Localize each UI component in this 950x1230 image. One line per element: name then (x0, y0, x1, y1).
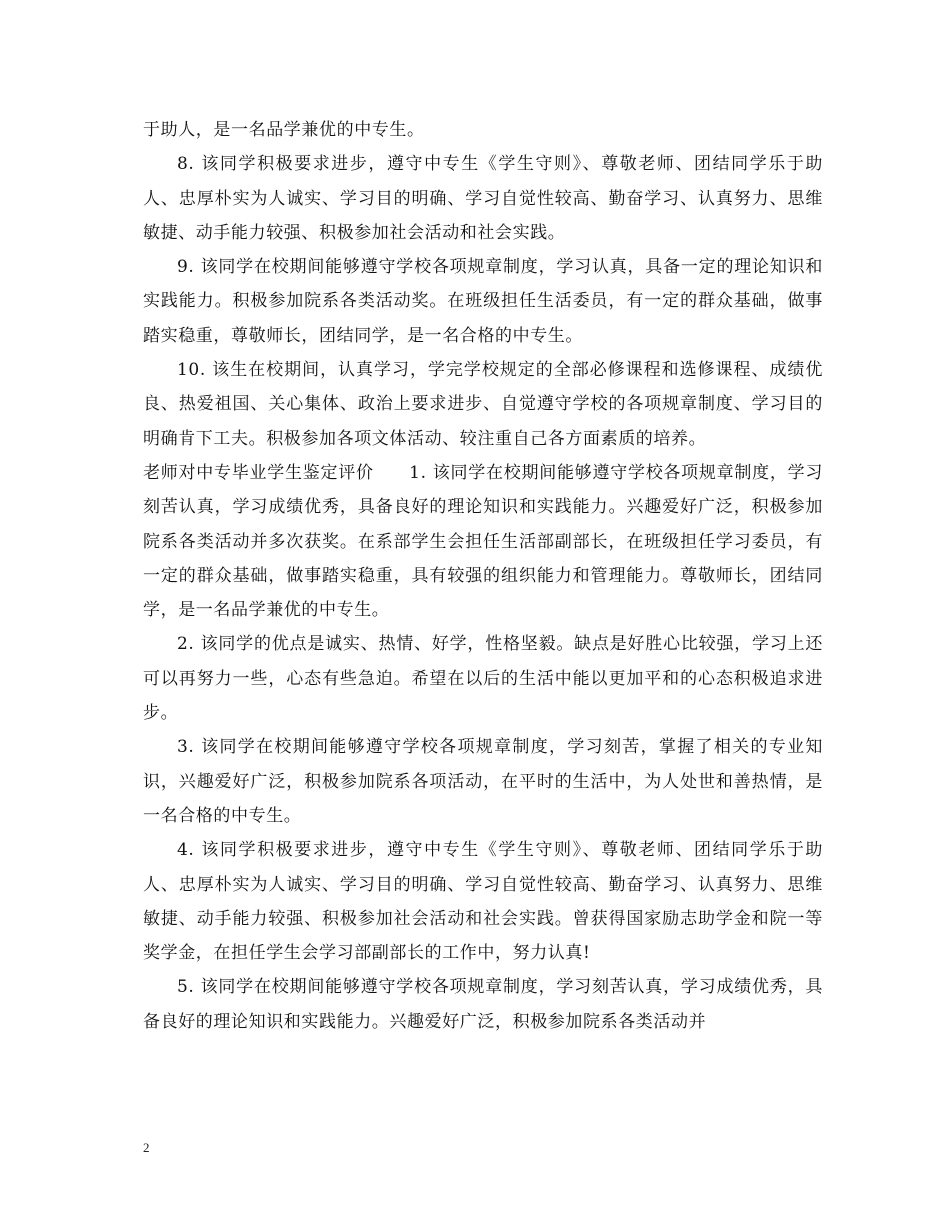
paragraph-item-10: 10. 该生在校期间，认真学习，学完学校规定的全部必修课程和选修课程、成绩优良、热爱祖国、关心集体、政治上要求进步、自觉遵守学校的各项规章制度、学习目的明确肯下工夫。积极参加各项文体活动、较注重自己各方面素质的培养。 (143, 360, 823, 449)
document-body (143, 113, 823, 1039)
paragraph-item-8: 8. 该同学积极要求进步，遵守中专生《学生守则》、尊敬老师、团结同学乐于助人、忠厚朴实为人诚实、学习目的明确、学习自觉性较高、勤奋学习、认真努力、思维敏捷、动手能力较强、积极参加社会活动和社会实践。 (143, 154, 823, 243)
paragraph-item-5: 5. 该同学在校期间能够遵守学校各项规章制度，学习刻苦认真，学习成绩优秀，具备良好的理论知识和实践能力。兴趣爱好广泛，积极参加院系各类活动并 (143, 977, 823, 1032)
section-heading-paragraph-item-1: 老师对中专毕业学生鉴定评价 1. 该同学在校期间能够遵守学校各项规章制度，学习刻苦认真，学习成绩优秀，具备良好的理论知识和实践能力。兴趣爱好广泛，积极参加院系各类活动并多次获奖。在系部学生会担任生活部副部长，在班级担任学习委员，有一定的群众基础，做事踏实稳重，具有较强的组织能力和管理能力。尊敬师长，团结同学，是一名品学兼优的中专生。 (143, 462, 823, 621)
page-number: 2 (143, 1140, 150, 1155)
paragraph-item-2: 2. 该同学的优点是诚实、热情、好学，性格坚毅。缺点是好胜心比较强，学习上还可以再努力一些，心态有些急迫。希望在以后的生活中能以更加平和的心态积极追求进步。 (143, 634, 823, 724)
paragraph-item-4: 4. 该同学积极要求进步，遵守中专生《学生守则》、尊敬老师、团结同学乐于助人、忠厚朴实为人诚实、学习目的明确、学习自觉性较高、勤奋学习、认真努力、思维敏捷、动手能力较强、积极参加社会活动和社会实践。曾获得国家励志助学金和院一等奖学金，在担任学生会学习部副部长的工作中，努力认真! (143, 840, 823, 964)
paragraph-item-3: 3. 该同学在校期间能够遵守学校各项规章制度，学习刻苦，掌握了相关的专业知识，兴趣爱好广泛，积极参加院系各项活动，在平时的生活中，为人处世和善热情，是一名合格的中专生。 (143, 737, 823, 826)
paragraph-continuation: 于助人，是一名品学兼优的中专生。 (143, 120, 425, 140)
paragraph-item-9: 9. 该同学在校期间能够遵守学校各项规章制度，学习认真，具备一定的理论知识和实践能力。积极参加院系各类活动奖。在班级担任生活委员，有一定的群众基础，做事踏实稳重，尊敬师长，团结同学，是一名合格的中专生。 (143, 257, 823, 346)
